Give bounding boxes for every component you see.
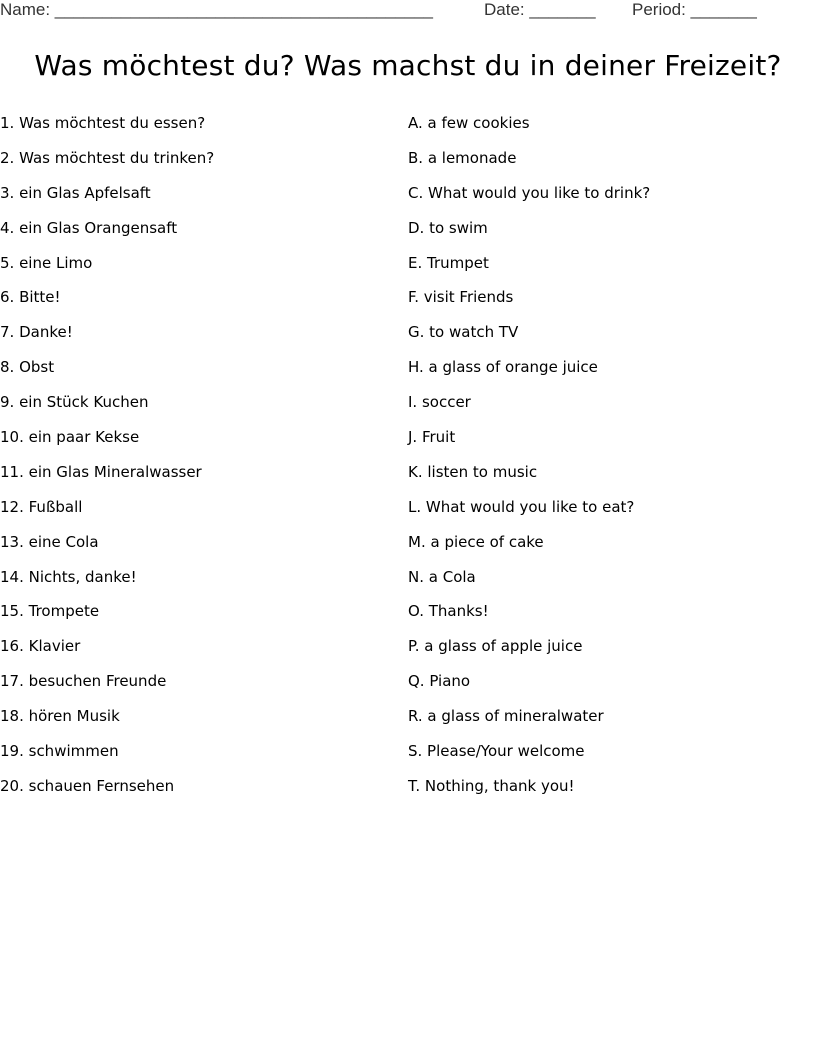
answer-item: I. soccer	[408, 393, 471, 412]
answers-column	[408, 111, 808, 809]
answer-item: Q. Piano	[408, 672, 471, 691]
question-item: 9. ein Stück Kuchen	[0, 393, 149, 412]
answer-item: E. Trumpet	[408, 253, 489, 272]
question-item: 2. Was möchtest du trinken?	[0, 148, 215, 167]
question-item: 6. Bitte!	[0, 288, 61, 307]
question-item: 18. hören Musik	[0, 707, 120, 726]
question-item: 1. Was möchtest du essen?	[0, 114, 206, 132]
questions-column	[0, 111, 400, 809]
question-item: 12. Fußball	[0, 497, 83, 516]
answer-item: F. visit Friends	[408, 288, 514, 307]
answer-item: K. listen to music	[408, 462, 538, 481]
worksheet-header	[0, 0, 816, 24]
question-item: 20. schauen Fernsehen	[0, 776, 175, 795]
answer-item: N. a Cola	[408, 567, 476, 586]
question-item: 15. Trompete	[0, 602, 100, 621]
answer-item: L. What would you like to eat?	[408, 497, 635, 516]
question-item: 16. Klavier	[0, 637, 81, 656]
question-item: 8. Obst	[0, 358, 55, 377]
question-item: 19. schwimmen	[0, 742, 119, 761]
answer-item: B. a lemonade	[408, 148, 517, 167]
answer-item: T. Nothing, thank you!	[408, 776, 575, 795]
question-item: 7. Danke!	[0, 323, 73, 342]
answer-item: M. a piece of cake	[408, 532, 544, 551]
period-field-label: Period: _______	[632, 0, 757, 19]
question-item: 3. ein Glas Apfelsaft	[0, 183, 151, 202]
name-field-label: Name: ________________________________________	[0, 0, 433, 19]
answer-item: H. a glass of orange juice	[408, 358, 598, 377]
question-item: 5. eine Limo	[0, 253, 93, 272]
answer-item: S. Please/Your welcome	[408, 742, 585, 761]
question-item: 10. ein paar Kekse	[0, 428, 140, 447]
question-item: 14. Nichts, danke!	[0, 567, 137, 586]
question-item: 13. eine Cola	[0, 532, 99, 551]
question-item: 11. ein Glas Mineralwasser	[0, 462, 202, 481]
answer-item: O. Thanks!	[408, 602, 489, 621]
answer-item: A. a few cookies	[408, 114, 530, 132]
answer-item: R. a glass of mineralwater	[408, 707, 604, 726]
question-item: 4. ein Glas Orangensaft	[0, 218, 178, 237]
answer-item: C. What would you like to drink?	[408, 183, 651, 202]
date-field-label: Date: _______	[484, 0, 596, 19]
page-title: Was möchtest du? Was machst du in deiner Freizeit?	[34, 49, 782, 82]
answer-item: P. a glass of apple juice	[408, 637, 583, 656]
answer-item: D. to swim	[408, 218, 488, 237]
answer-item: G. to watch TV	[408, 323, 519, 342]
question-item: 17. besuchen Freunde	[0, 672, 167, 691]
answer-item: J. Fruit	[408, 428, 456, 447]
